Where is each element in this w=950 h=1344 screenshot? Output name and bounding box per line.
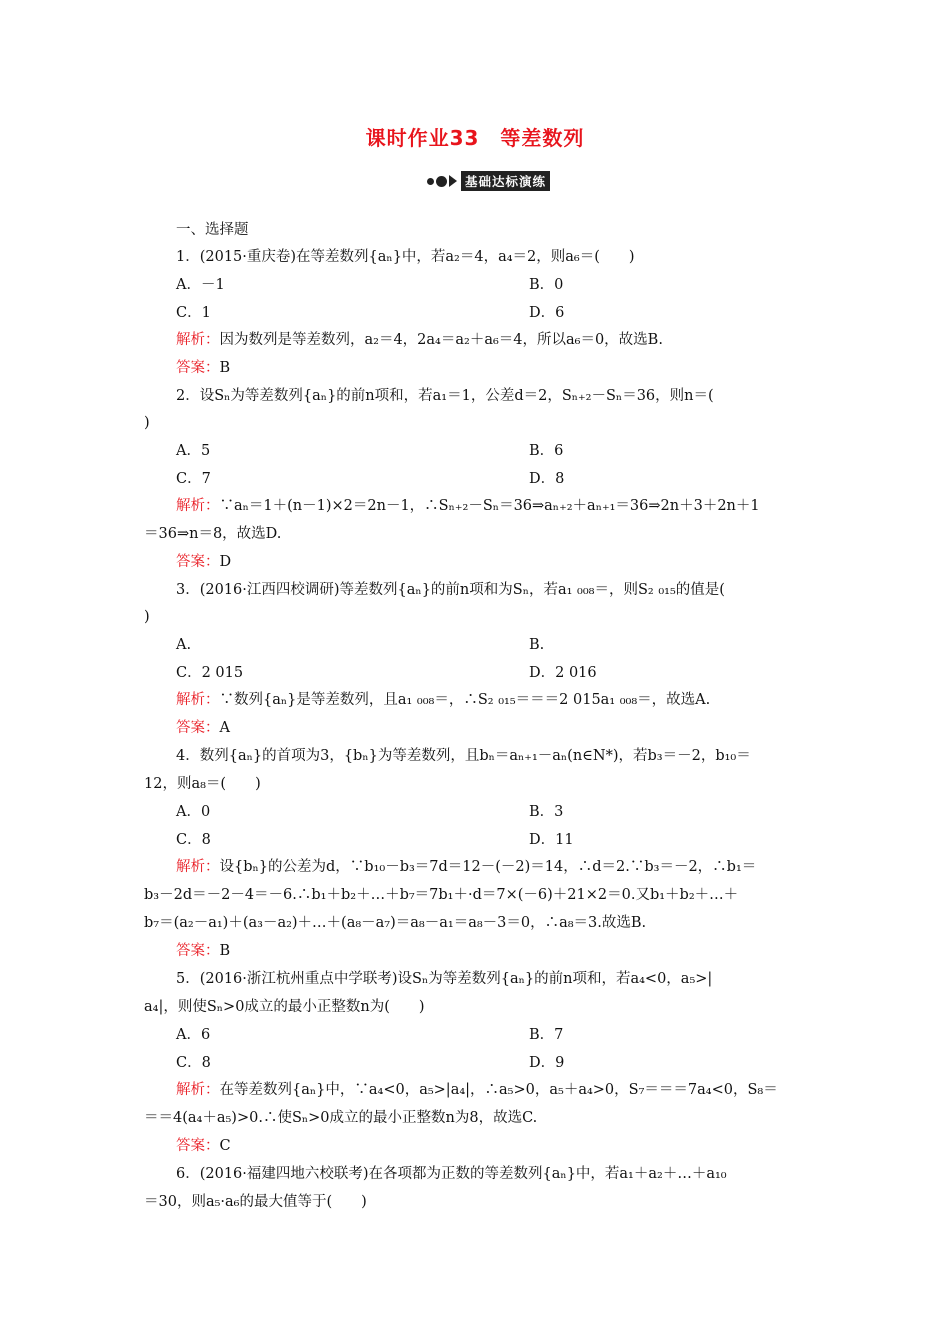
question-2-stem-cont: ) bbox=[144, 415, 150, 431]
question-3-stem-cont: ) bbox=[144, 609, 150, 625]
question-6-stem-cont: ＝30，则a₅·a₆的最大值等于( ) bbox=[144, 1194, 367, 1210]
page-title: 课时作业33 等差数列 bbox=[365, 126, 585, 150]
question-2-analysis bbox=[176, 497, 760, 515]
question-3-answer bbox=[176, 719, 230, 737]
question-2-option-d: D．8 bbox=[529, 471, 565, 487]
question-3-option-c: C．2 015 bbox=[176, 665, 244, 681]
answer-label: 答案： bbox=[176, 554, 220, 570]
question-4-option-c: C．8 bbox=[176, 832, 211, 848]
question-4-option-a: A．0 bbox=[176, 804, 211, 820]
question-4-stem-cont: 12，则a₈＝( ) bbox=[144, 776, 261, 792]
question-5-answer bbox=[176, 1137, 231, 1155]
question-2-option-b: B．6 bbox=[529, 443, 564, 459]
question-5-option-d: D．9 bbox=[529, 1055, 565, 1071]
question-3-analysis bbox=[176, 691, 710, 709]
answer-label: 答案： bbox=[176, 943, 220, 959]
question-2-option-c: C．7 bbox=[176, 471, 211, 487]
answer-label: 答案： bbox=[176, 720, 220, 736]
analysis-label: 解析： bbox=[176, 692, 220, 708]
question-1-stem: 1．(2015·重庆卷)在等差数列{aₙ}中，若a₂＝4，a₄＝2，则a₆＝( ) bbox=[176, 249, 635, 265]
question-2-option-a: A．5 bbox=[176, 443, 211, 459]
analysis-label: 解析： bbox=[176, 332, 220, 348]
section-banner bbox=[427, 172, 550, 190]
question-5-stem: 5．(2016·浙江杭州重点中学联考)设Sₙ为等差数列{aₙ}的前n项和，若a₄<0，a₅>| bbox=[176, 971, 713, 987]
question-4-option-d: D．11 bbox=[529, 832, 574, 848]
question-4-analysis bbox=[176, 858, 756, 876]
analysis-label: 解析： bbox=[176, 498, 220, 514]
question-2-answer bbox=[176, 553, 231, 571]
analysis-label: 解析： bbox=[176, 1082, 220, 1098]
answer-value: A bbox=[219, 720, 230, 736]
question-5-option-c: C．8 bbox=[176, 1055, 211, 1071]
question-2-analysis-cont: ＝36⇒n＝8，故选D. bbox=[144, 526, 282, 542]
question-1-answer bbox=[176, 359, 230, 377]
question-5-option-a: A．6 bbox=[176, 1027, 211, 1043]
question-6-stem: 6．(2016·福建四地六校联考)在各项都为正数的等差数列{aₙ}中，若a₁＋a₂＋…＋a₁₀ bbox=[176, 1166, 727, 1182]
answer-label: 答案： bbox=[176, 1138, 220, 1154]
question-2-stem: 2．设Sₙ为等差数列{aₙ}的前n项和，若a₁＝1，公差d＝2，Sₙ₊₂－Sₙ＝36，则n＝( bbox=[176, 388, 714, 404]
question-4-analysis-cont-2: b₇＝(a₂－a₁)＋(a₃－a₂)＋…＋(a₈－a₇)＝a₈－a₁＝a₈－3＝0，∴a₈＝3.故选B. bbox=[144, 915, 647, 931]
section-heading: 一、选择题 bbox=[176, 222, 249, 238]
answer-value: C bbox=[219, 1138, 231, 1154]
question-3-stem: 3．(2016·江西四校调研)等差数列{aₙ}的前n项和为Sₙ，若a₁ ₀₀₈＝，则S₂ ₀₁₅的值是( bbox=[176, 582, 725, 598]
analysis-text: 因为数列是等差数列，a₂＝4，2a₄＝a₂＋a₆＝4，所以a₆＝0，故选B. bbox=[219, 332, 663, 348]
question-1-analysis bbox=[176, 331, 663, 349]
answer-value: B bbox=[219, 943, 231, 959]
question-5-analysis bbox=[176, 1081, 778, 1099]
banner-label: 基础达标演练 bbox=[461, 171, 550, 191]
question-3-option-b: B. bbox=[529, 637, 545, 653]
question-3-option-a: A. bbox=[176, 637, 192, 653]
question-1-option-a: A．－1 bbox=[176, 277, 225, 293]
question-4-stem: 4．数列{aₙ}的首项为3，{bₙ}为等差数列，且bₙ＝aₙ₊₁－aₙ(n∈N*)，若b₃＝－2，b₁₀＝ bbox=[176, 748, 751, 764]
banner-dots-icon bbox=[427, 175, 459, 187]
question-4-analysis-cont-1: b₃－2d＝－2－4＝－6.∴b₁＋b₂＋…＋b₇＝7b₁＋·d＝7×(－6)＋21×2＝0.又b₁＋b₂＋…＋ bbox=[144, 887, 739, 903]
question-5-option-b: B．7 bbox=[529, 1027, 564, 1043]
question-5-analysis-cont: ＝＝4(a₄＋a₅)>0.∴使Sₙ>0成立的最小正整数n为8，故选C. bbox=[144, 1110, 538, 1126]
question-1-option-d: D．6 bbox=[529, 305, 565, 321]
question-3-option-d: D．2 016 bbox=[529, 665, 597, 681]
analysis-label: 解析： bbox=[176, 859, 220, 875]
analysis-text: ∵aₙ＝1＋(n－1)×2＝2n－1，∴Sₙ₊₂－Sₙ＝36⇒aₙ₊₂＋aₙ₊₁＝36⇒2n＋3＋2n＋1 bbox=[219, 498, 760, 514]
question-1-option-c: C．1 bbox=[176, 305, 211, 321]
question-5-stem-cont: a₄|，则使Sₙ>0成立的最小正整数n为( ) bbox=[144, 999, 425, 1015]
analysis-text: 设{bₙ}的公差为d，∵b₁₀－b₃＝7d＝12－(－2)＝14，∴d＝2.∵b₃＝－2，∴b₁＝ bbox=[219, 859, 757, 875]
analysis-text: 在等差数列{aₙ}中，∵a₄<0，a₅>|a₄|，∴a₅>0，a₅＋a₄>0，S₇＝＝＝7a₄<0，S₈＝ bbox=[219, 1082, 778, 1098]
answer-value: D bbox=[219, 554, 232, 570]
analysis-text: ∵数列{aₙ}是等差数列，且a₁ ₀₀₈＝，∴S₂ ₀₁₅＝＝＝2 015a₁ ₀₀₈＝，故选A. bbox=[219, 692, 711, 708]
question-4-option-b: B．3 bbox=[529, 804, 564, 820]
answer-value: B bbox=[219, 360, 231, 376]
question-4-answer bbox=[176, 942, 230, 960]
question-1-option-b: B．0 bbox=[529, 277, 564, 293]
answer-label: 答案： bbox=[176, 360, 220, 376]
